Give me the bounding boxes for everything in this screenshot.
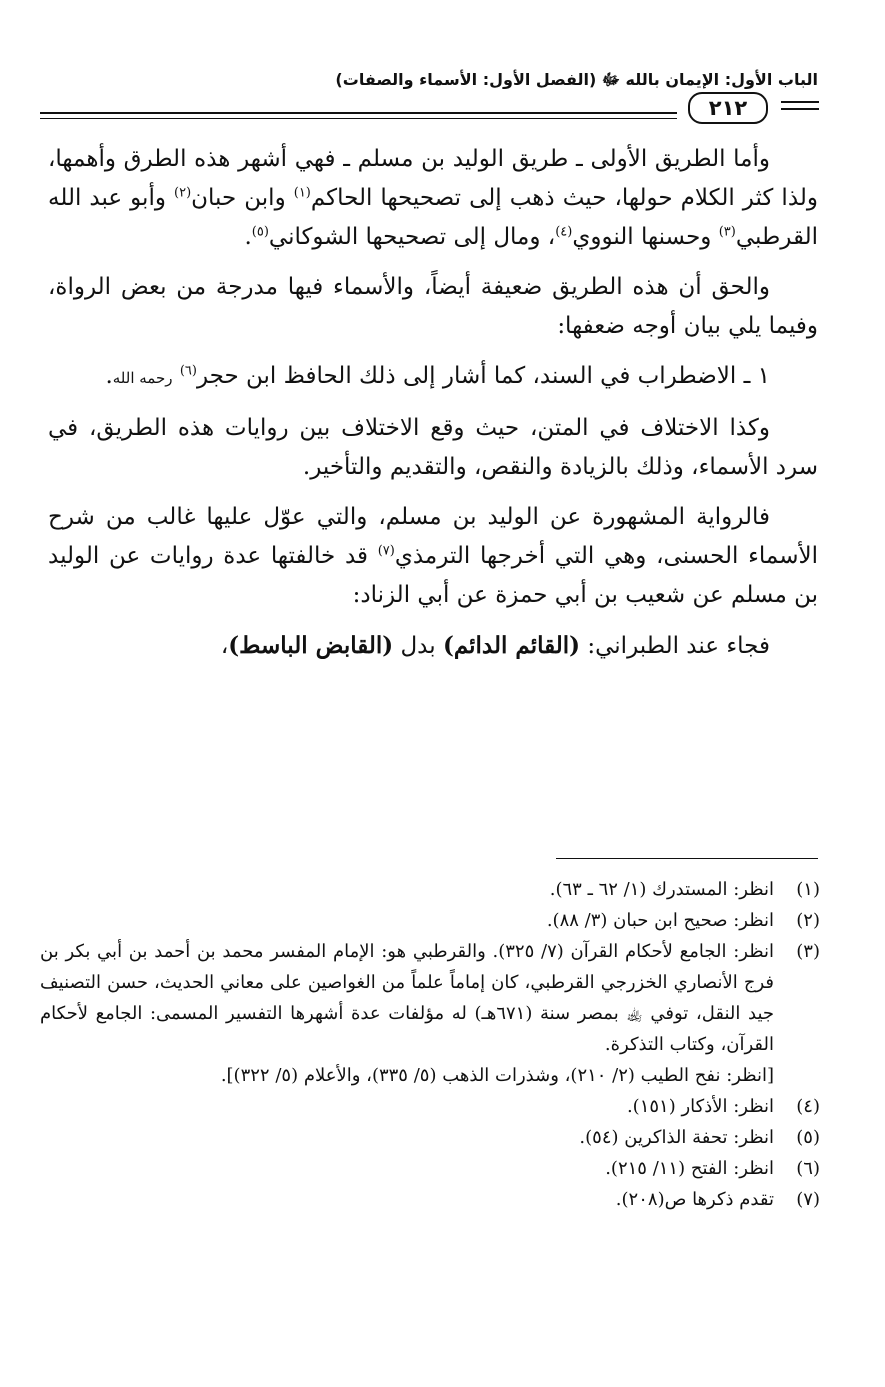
footnote-references: [انظر: نفح الطيب (٢/ ٢١٠)، وشذرات الذهب (٥/ ٣٣٥)، والأعلام (٥/ ٣٢٢)].: [220, 1065, 774, 1086]
footnote-text: تقدم ذكرها ص(٢٠٨).: [615, 1189, 774, 1210]
footnote: [40, 1091, 820, 1122]
footnote-ref[interactable]: (٢): [174, 185, 192, 201]
footnote-number: (٧): [796, 1189, 820, 1210]
footnote-ref[interactable]: (٣): [718, 224, 736, 240]
paragraph: وكذا الاختلاف في المتن، حيث وقع الاختلاف بين روايات هذه الطريق، في سرد الأسماء، وذلك بالزيادة والنقص، والتقديم والتأخير.: [48, 415, 818, 480]
footnote-number: (٢): [796, 910, 820, 931]
paragraph: فالرواية المشهورة عن الوليد بن مسلم، والتي عوّل عليها غالب من شرح الأسماء الحسنى، وهي التي أخرجها الترمذي$^{(٧)}$ قد خالفتها عدة روايات عن الوليد بن مسلم عن شعيب بن أبي حمزة عن أبي الزناد:: [48, 504, 818, 608]
footnote-text: انظر: الفتح (١١/ ٢١٥).: [605, 1158, 774, 1179]
footnote-number: (٥): [796, 1127, 820, 1148]
footnote-number: (٤): [796, 1096, 820, 1117]
footnote: [40, 874, 820, 905]
honorific-glyph: رحمه الله: [112, 369, 173, 387]
footnotes: [40, 874, 820, 1215]
footnote-ref[interactable]: (٦): [179, 363, 197, 379]
bold-term: (القابض الباسط): [228, 632, 394, 659]
page-number-ornament: [781, 108, 819, 110]
footnote-number: (٦): [796, 1158, 820, 1179]
header-rule: [40, 112, 677, 114]
footnote-text: انظر: الجامع لأحكام القرآن (٧/ ٣٢٥). والقرطبي هو: الإمام المفسر محمد بن أحمد بن أبي بكر بن فرج الأنصاري الخزرجي القرطبي، كان إماماً علماً من الغواصين على معاني الحديث، حسن التصنيف جيد النقل، توفي ﵀ بمصر سنة (٦٧١هـ) له مؤلفات عدة أشهرها التفسير المسمى: الجامع لأحكام القرآن، وكتاب التذكرة.: [40, 941, 775, 1055]
footnote-text: انظر: المستدرك (١/ ٦٢ ـ ٦٣).: [549, 879, 774, 900]
running-head: الباب الأول: الإيمان بالله ﷻ (الفصل الأول: الأسماء والصفات): [335, 70, 818, 89]
footnote-ref[interactable]: (٧): [377, 543, 395, 559]
footnote-ref[interactable]: (٥): [251, 224, 269, 240]
paragraph: فجاء عند الطبراني: (القائم الدائم) بدل (القابض الباسط)،: [220, 632, 770, 659]
paragraph: وأما الطريق الأولى ـ طريق الوليد بن مسلم ـ فهي أشهر هذه الطرق وأهمها، ولذا كثر الكلام حولها، حيث ذهب إلى تصحيحها الحاكم$^{(١)}$ وابن حبان$^{(٢)}$ وأبو عبد الله القرطبي$^{(٣)}$ وحسنها النووي$^{(٤)}$، ومال إلى تصحيحها الشوكاني$^{(٥)}$.: [48, 146, 819, 250]
list-item: ١ ـ الاضطراب في السند، كما أشار إلى ذلك الحافظ ابن حجر$^{(٦)}$ رحمه الله.: [105, 363, 770, 389]
footnote-number: (٣): [796, 941, 820, 962]
page-number-badge: ٢١٢: [688, 92, 768, 124]
footnote-text: انظر: صحيح ابن حبان (٣/ ٨٨).: [546, 910, 774, 931]
footnote-text: انظر: تحفة الذاكرين (٥٤).: [579, 1127, 774, 1148]
footnote: [40, 905, 820, 936]
bold-term: (القائم الدائم): [442, 632, 581, 659]
footnote: [40, 1153, 820, 1184]
header-rule-thin: [40, 118, 677, 119]
footnote: [40, 1122, 820, 1153]
page-number-ornament: [781, 101, 819, 103]
footnote-separator: [556, 858, 818, 859]
footnote-text: انظر: الأذكار (١٥١).: [626, 1096, 774, 1117]
footnote: [40, 936, 820, 1091]
footnote-ref[interactable]: (٤): [555, 224, 573, 240]
footnote: [40, 1184, 820, 1215]
main-text: [48, 140, 818, 677]
paragraph: والحق أن هذه الطريق ضعيفة أيضاً، والأسماء فيها مدرجة من بعض الرواة، وفيما يلي بيان أوجه ضعفها:: [48, 274, 818, 339]
footnote-ref[interactable]: (١): [293, 185, 311, 201]
footnote-number: (١): [796, 879, 820, 900]
